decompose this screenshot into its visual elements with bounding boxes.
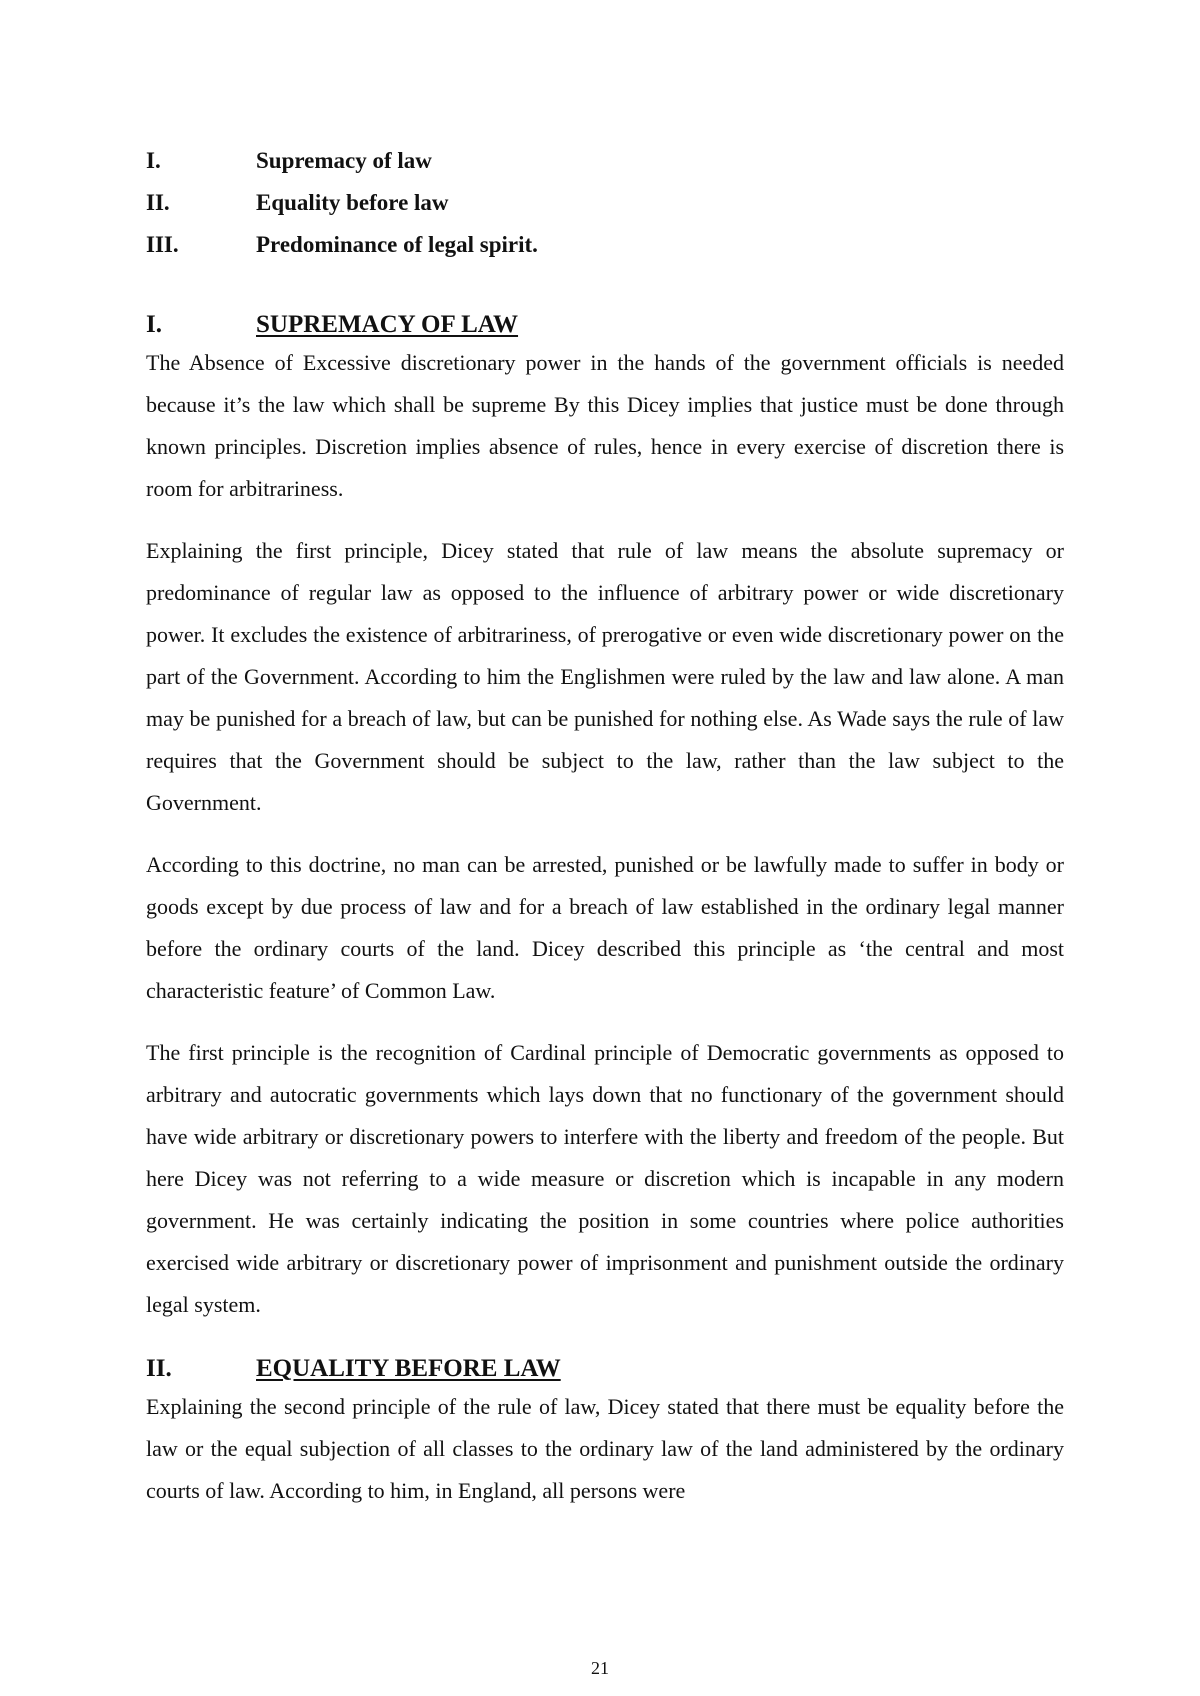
section-heading-supremacy [146,308,1064,342]
list-item [146,224,1064,266]
section-number: II. [146,1355,172,1382]
section-body-supremacy [146,342,1064,1326]
list-item-number: I. [146,148,161,173]
paragraph: According to this doctrine, no man can be arrested, punished or be lawfully made to suffer in body or goods except by due process of law and for a breach of law established in the ordinary legal manner before the ordinary courts of the land. Dicey described this principle as ‘the central and most characteristic feature’ of Common Law. [146,852,1064,1003]
principles-list [146,140,1064,266]
list-item-label: Predominance of legal spirit. [256,232,538,257]
page-content [146,140,1064,1512]
paragraph: The Absence of Excessive discretionary power in the hands of the government officials is needed because it’s the law which shall be supreme By this Dicey implies that justice must be done through known principles. Discretion implies absence of rules, hence in every exercise of discretion there is room for arbitrariness. [146,350,1064,501]
section-title: SUPREMACY OF LAW [256,311,519,338]
paragraph: The first principle is the recognition of Cardinal principle of Democratic governments as opposed to arbitrary and autocratic governments which lays down that no functionary of the government should have wide arbitrary or discretionary powers to interfere with the liberty and freedom of the people. But here Dicey was not referring to a wide measure or discretion which is incapable in any modern government. He was certainly indicating the position in some countries where police authorities exercised wide arbitrary or discretionary power of imprisonment and punishment outside the ordinary legal system. [146,1040,1064,1317]
list-item [146,140,1064,182]
section-heading-equality [146,1352,1064,1386]
list-item-number: II. [146,190,170,215]
section-title: EQUALITY BEFORE LAW [256,1355,561,1382]
page-number: 21 [591,1658,609,1678]
list-item-number: III. [146,232,179,257]
section-number: I. [146,311,162,338]
list-item-label: Supremacy of law [256,148,432,173]
list-item [146,182,1064,224]
list-item-label: Equality before law [256,190,449,215]
paragraph: Explaining the second principle of the rule of law, Dicey stated that there must be equality before the law or the equal subjection of all classes to the ordinary law of the land administered by the ordinary courts of law. According to him, in England, all persons were [146,1394,1064,1503]
section-body-equality [146,1386,1064,1512]
paragraph: Explaining the first principle, Dicey stated that rule of law means the absolute supremacy or predominance of regular law as opposed to the influence of arbitrary power or wide discretionary power. It excludes the existence of arbitrariness, of prerogative or even wide discretionary power on the part of the Government. According to him the Englishmen were ruled by the law and law alone. A man may be punished for a breach of law, but can be punished for nothing else. As Wade says the rule of law requires that the Government should be subject to the law, rather than the law subject to the Government. [146,538,1064,815]
